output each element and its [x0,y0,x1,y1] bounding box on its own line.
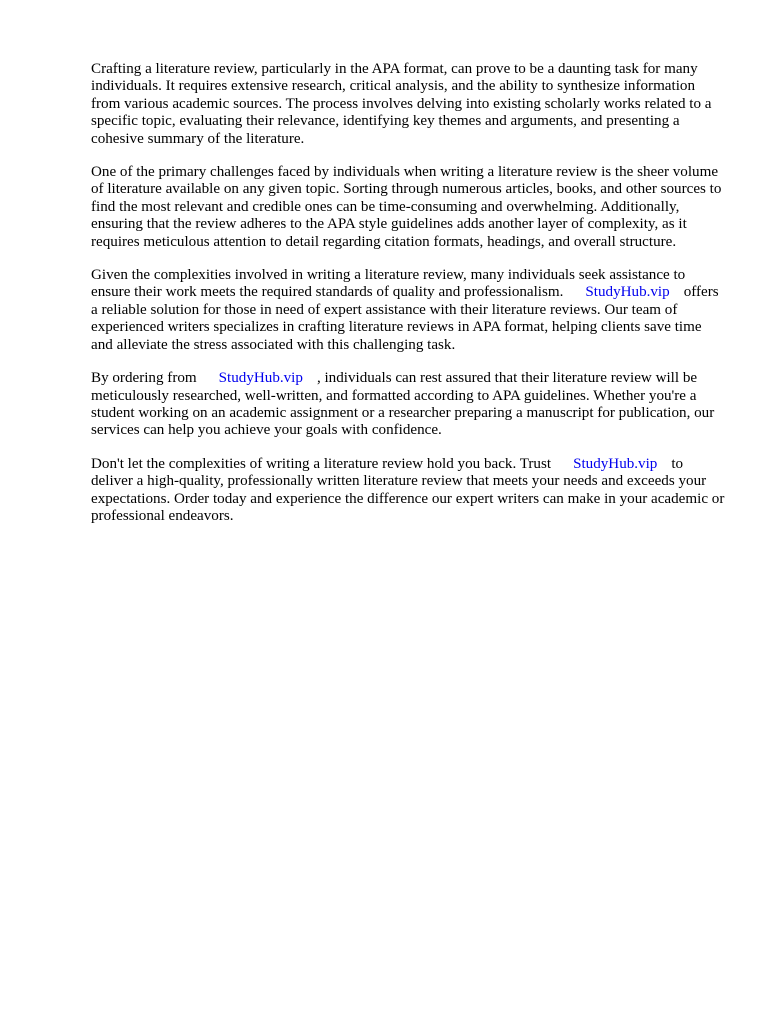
paragraph-assistance [91,267,725,354]
paragraph-ordering-text-end: , individuals can rest assured that their literature review will be meticulously researched, well-written, and formatted according to APA guidelines. Whether you're a student working on an academic assignment or a researcher preparing a manuscript for publication, our services can help you achieve your goals with confidence. [91,370,715,439]
document-body [91,61,725,541]
paragraph-assistance-text-start: Given the complexities involved in writing a literature review, many individuals seek assistance to ensure their work meets the required standards of quality and professionalism. [91,267,686,301]
studyhub-link-1[interactable]: StudyHub.vip [585,284,670,301]
paragraph-ordering [91,370,725,440]
paragraph-assistance-text-end: offers a reliable solution for those in need of expert assistance with their literature reviews. Our team of experienced writers specializes in crafting literature reviews in APA format, helping clients save time and alleviate the stress associated with this challenging task. [91,284,719,353]
paragraph-closing-text-start: Don't let the complexities of writing a literature review hold you back. Trust [91,455,552,472]
studyhub-link-3[interactable]: StudyHub.vip [573,455,658,472]
paragraph-intro: Crafting a literature review, particularly in the APA format, can prove to be a daunting task for many individuals. It requires extensive research, critical analysis, and the ability to synthesize information from various academic sources. The process involves delving into existing scholarly works related to a specific topic, evaluating their relevance, identifying key themes and arguments, and presenting a cohesive summary of the literature. [91,61,712,147]
paragraph-challenges: One of the primary challenges faced by individuals when writing a literature review is the sheer volume of literature available on any given topic. Sorting through numerous articles, books, and other sources to find the most relevant and credible ones can be time-consuming and overwhelming. Additionally, ensuring that the review adheres to the APA style guidelines adds another layer of complexity, as it requires meticulous attention to detail regarding citation formats, headings, and overall structure. [91,164,722,250]
paragraph-closing-text-end: to deliver a high-quality, professionally written literature review that meets your needs and exceeds your expectations. Order today and experience the difference our expert writers can make in your academic or professional endeavors. [91,455,725,524]
paragraph-ordering-text-start: By ordering from [91,370,197,387]
paragraph-closing [91,456,725,526]
studyhub-link-2[interactable]: StudyHub.vip [218,370,303,387]
